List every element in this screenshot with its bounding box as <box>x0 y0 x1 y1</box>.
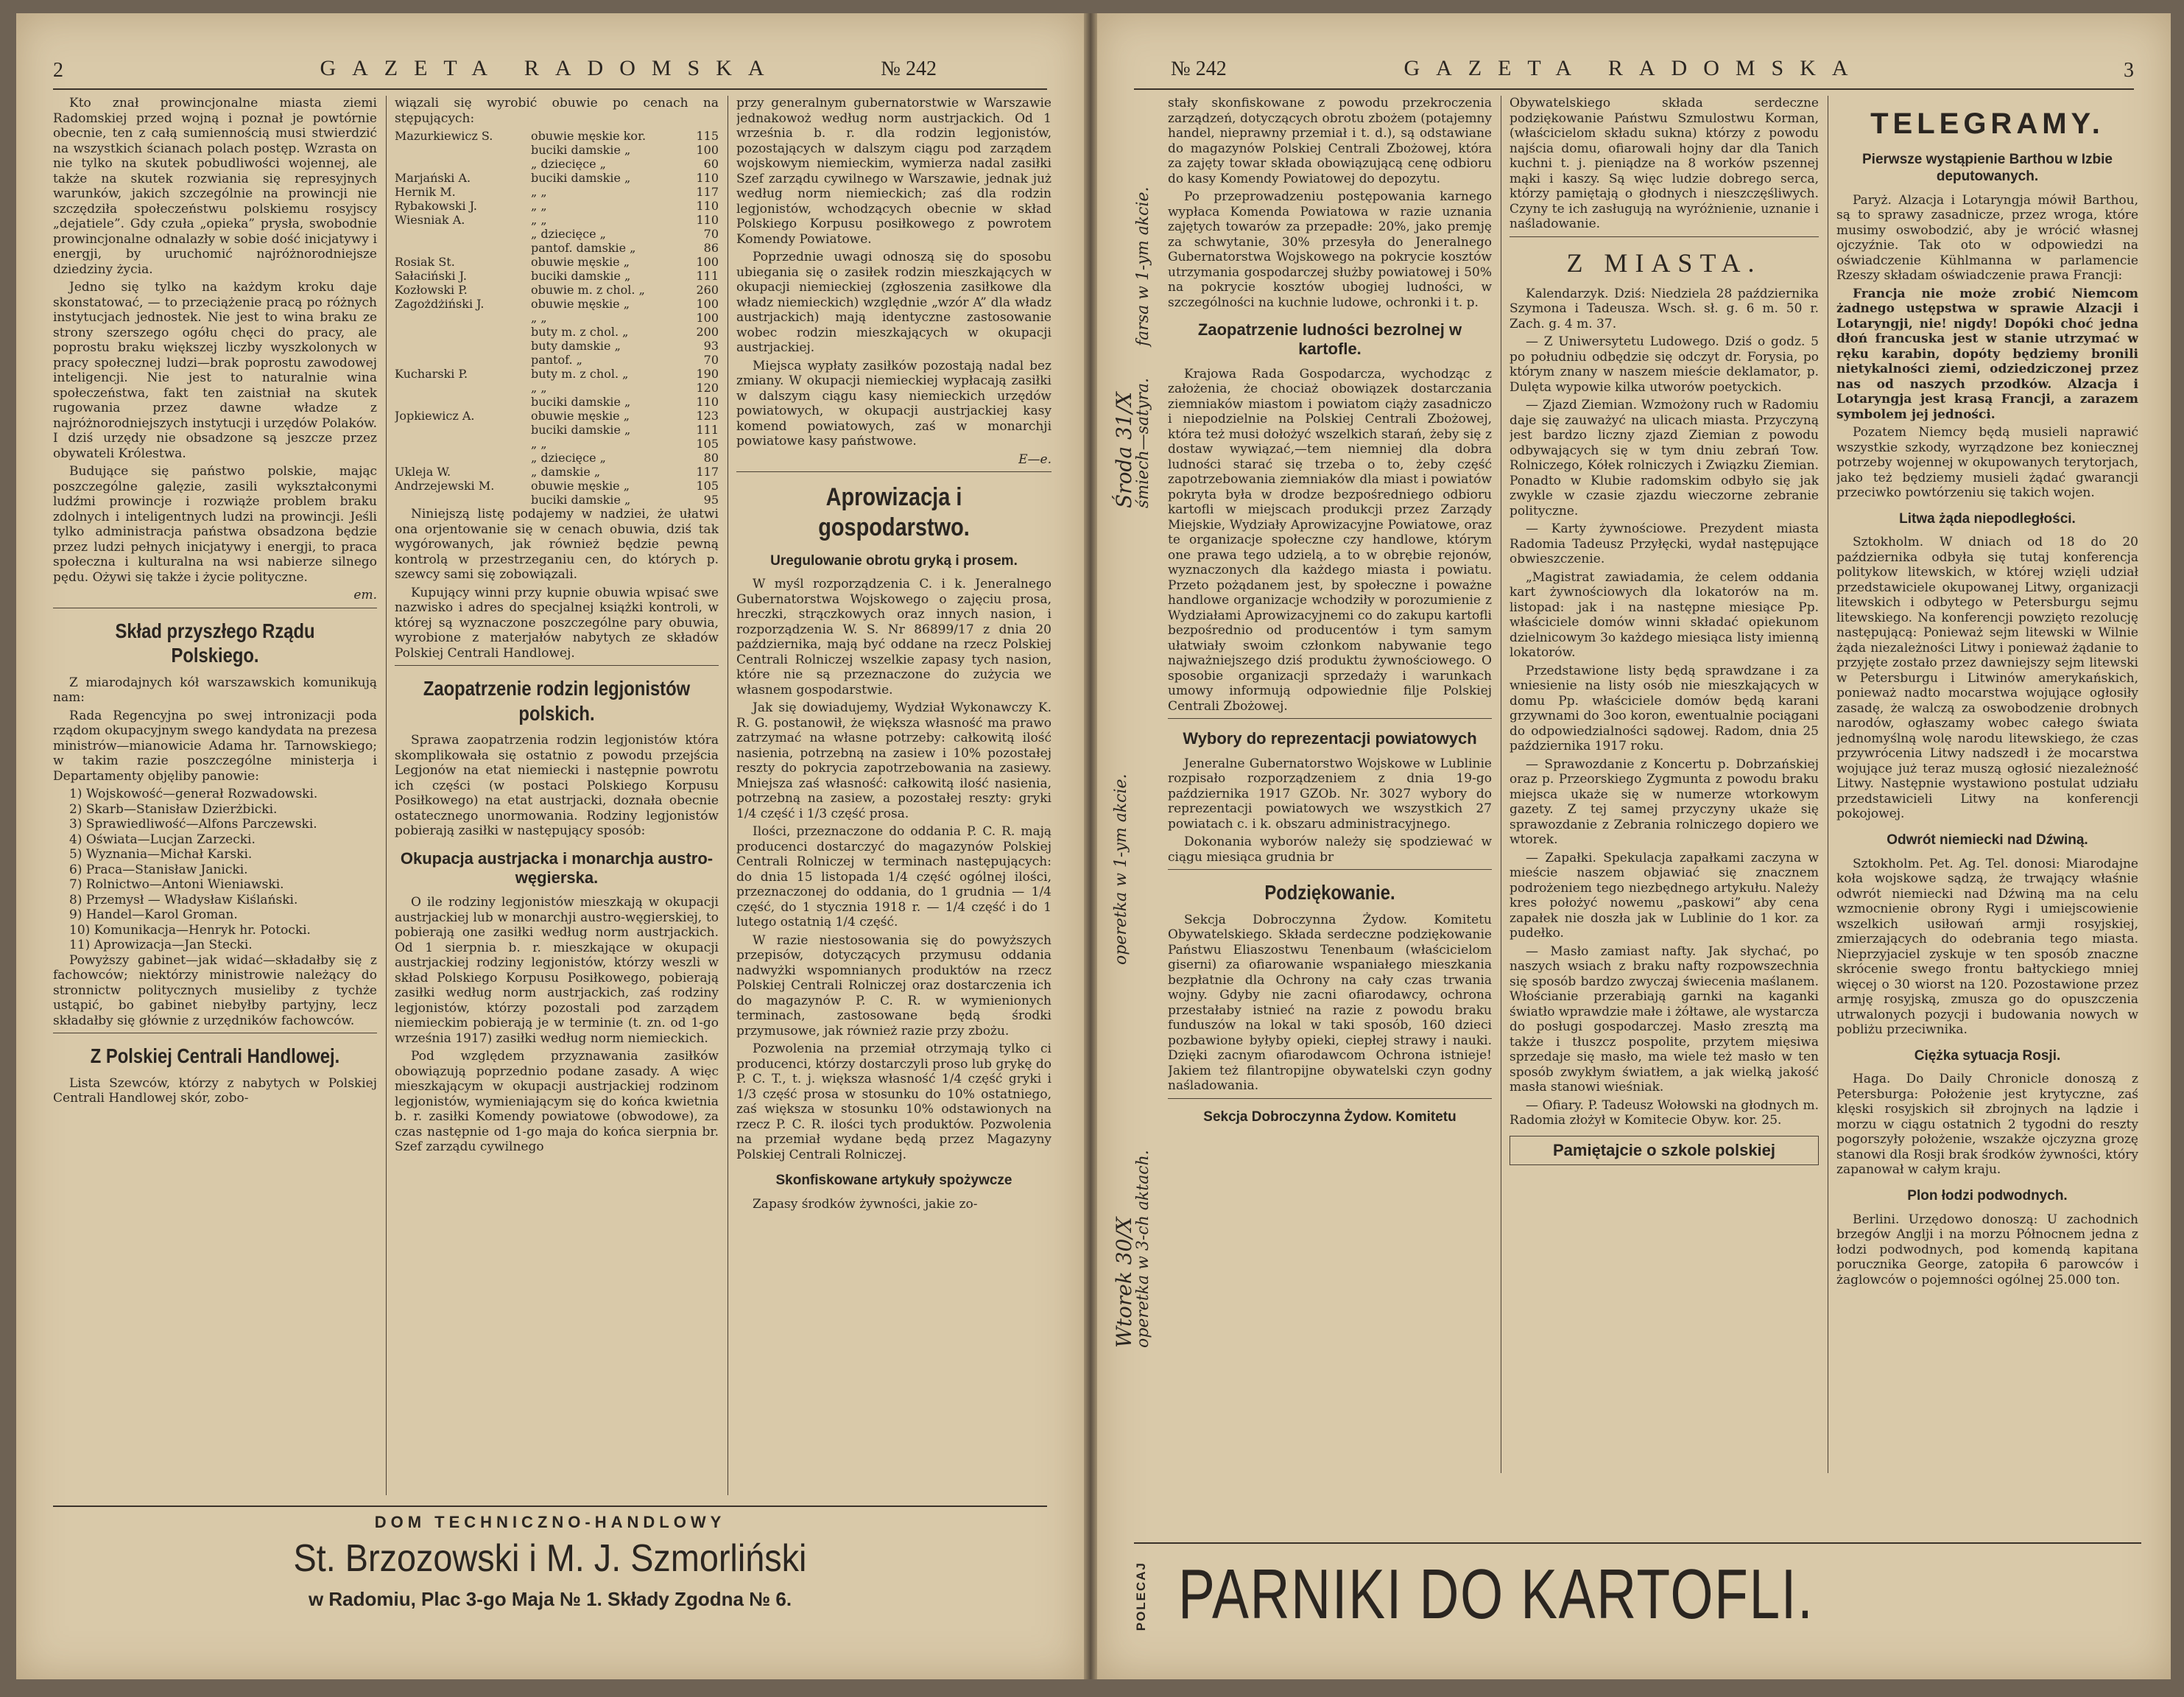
strip-text: śmiech—satyra. <box>1134 378 1152 508</box>
headline: Odwrót niemiecki nad Dźwiną. <box>1887 832 2088 848</box>
table-row <box>395 493 719 507</box>
news-item: — Z Uniwersytetu Ludowego. Dziś o godz. 5 po południu odbędzie się odczyt dr. Forysia, po którym znany w naszem mieście deklamator, p. Dulęta wypowie kilka utworów poetyckich. <box>1510 334 1819 395</box>
table-cell-name <box>395 353 531 367</box>
table-cell-price: 105 <box>696 437 719 451</box>
paragraph: W razie niestosowania się do powyższych przepisów, dotyczących przymusu oddania nadwyżki wspomnianych produktów na rzecz Polskiej Centrali Rolniczej oraz dostarczenia ich do magazynów P. C. R. w wymienionych terminach, zastosowane będą środki przymusowe, jak również razie przy zbożu. <box>736 932 1052 1039</box>
paragraph: Obywatelskiego składa serdeczne podziękowanie Państwu Szmulostwu Korman, (właścicielom składu sukna) którzy z powodu najściа domu, ofiarowali hojny dar dla Tanich kuchni t. j. pieniądze na 8 worków pszennej mąki i kaszy. Są więc ludzie dobrego serca, którzy pamiętają o głodnych i nieszczęśliwych. Czyny te ich zasługują na wyróżnienie, uznanie i naśladowanie. <box>1510 96 1819 231</box>
ad-line: DOM TECHNICZNO-HANDLOWY <box>374 1513 726 1531</box>
table-row <box>395 283 719 297</box>
table-cell-price: 120 <box>696 381 719 395</box>
paragraph: Niniejszą listę podajemy w nadziei, że ułatwi ona orjentowanie się w cenach obuwia, dziś tak wygórowanych, jak również będzie pewną kontrolą w przestrzeganiu cen, do których p. szewcy sami się zobowiązali. <box>395 507 719 582</box>
table-cell-item: „ dziecięce „ <box>530 451 606 465</box>
divider <box>1168 869 1492 870</box>
paragraph: Sztokholm. Pet. Ag. Tel. donosi: Miarodajne koła wojskowe sądzą, że trwający właśnie odwrót niemiecki nad Dźwiną ma na celu wzmocnienie obrony Rygi i umiejscowienie wszelkich usiłowań armji rosyjskiej, zmierzających do odebrania tego miasta. Nieprzyjaciel zyskuje w ten sposób znaczne skrócenie swego frontu bałtyckiego mniej więcej o 30 wiorst na 120. Pozostawione przez armję rosyjską, zmusza go do opuszczenia utrwalonych pozycji i budowania nowych w pobliżu przeciwnika. <box>1836 856 2138 1038</box>
list-item: 6) Praca—Stanisław Janicki. <box>69 862 248 877</box>
paragraph: przy generalnym gubernatorstwie w Warszawie jednakowoż według norm austrjackich. Od 1 września b. r. dla rodzin legjonistów, pozostających w dalszym ciągu pod zarządem wojskowym niemieckim, wymierza nadal zasiłki Szef zarządu cywilnego w Warszawie, jednak już według norm niemieckich; zaś dla rodzin legjonistów, wchodzących obecnie w skład Polskiego Korpusu posiłkowego z powrotem Komendy Powiatowe. <box>736 96 1052 247</box>
list-item: 7) Rolnictwo—Antoni Wieniawski. <box>69 877 284 893</box>
table-cell-name: Sałaciński J. <box>395 269 467 283</box>
left-page-header <box>53 52 1047 90</box>
paragraph: Kto znał prowincjonalne miasta ziemi Radomskiej przed wojną i poznał je powtórnie obecnie, ten z całą sumiennością musi stwierdzić na wszystkich ścianach polach postęp. Wzrasta on nie tylko na skutek pobudliwości wojennej, ale także na skutek rozwiania się represyjnych warunków, jakich szczególnie na prowincji nie szczędziła społeczeństwu polskiemu rosyjscy „dejatiele”. Gdy czuła „opieka” prysła, swobodnie prowincjonalne odnalazły w sobie dość inicjatywy i energji, by uruchomić najróżnorodniejsze dziedziny życia. <box>53 96 377 277</box>
ad-address: w Radomiu, Plac 3-go Maja № 1. Składy Zgodna № 6. <box>308 1588 792 1610</box>
paragraph: Berlini. Urzędowo donoszą: U zachodnich brzegów Anglji i na morzu Północnem jedna z łodzi podwodnych, pod komendą kapitana porucznika George, zatopiła 6 parowców i żaglowców o pojemności ogólnej 25.000 ton. <box>1836 1212 2138 1287</box>
table-cell-price: 105 <box>696 479 719 493</box>
table-row <box>395 129 719 143</box>
section-title: Z MIASTA. <box>1566 247 1762 278</box>
table-cell-name <box>395 157 531 171</box>
right-col-1 <box>1168 96 1492 1473</box>
paragraph: Kupujący winni przy kupnie obuwia wpisać swe nazwisko i adres do specjalnej książki kontroli, w której są wyznaczone poszczególne pary obuwia, wyrobione z materjałów nabytych ze składów Polskiej Centrali Handlowej. <box>395 585 719 661</box>
ad-polecaj: POLECAJ <box>1134 1561 1148 1631</box>
table-cell-item: buciki damskie „ <box>530 395 631 409</box>
table-row <box>395 423 719 437</box>
table-cell-price: 86 <box>703 241 719 255</box>
table-cell-name <box>395 241 531 255</box>
news-item: — Zapałki. Spekulacja zapałkami zaczyna w mieście naszem objawiać się znacznem podrożeniem tego niezbędnego artykułu. Należy kres położyć nowemu „paskowi” aby cena zapałek nie doszła jak w Lublinie do 1 kor. za pudełko. <box>1510 850 1819 941</box>
table-cell-item: buciki damskie „ <box>530 269 631 283</box>
paragraph: Powyższy gabinet—jak widać—składałby się z fachowców; niektórzy ministrowie należący do stronnictw politycznych musieliby z tychże ustąpić, bo gabinet niebyłby partyjny, lecz składałby się głównie z urzędników fachowców. <box>53 952 377 1028</box>
paragraph: Po przeprowadzeniu postępowania karnego wypłaca Komenda Powiatowa w razie uznania zajętych towarów za przepadłe: 20%, jako premję za schwytanie, 30% przesyła do Jeneralnego Gubernatorstwa Wojskowego na pokrycie kosztów utrzymania gospodarczej służby powiatowej i 50% na pokrycie kosztów ubogiej ludności, w szczególności na kuchnie ludowe, ochronki i t. p. <box>1168 189 1492 310</box>
table-row <box>395 157 719 171</box>
divider <box>1168 718 1492 719</box>
table-cell-price: 95 <box>703 493 719 507</box>
headline: Podziękowanie. <box>1264 881 1395 904</box>
page-number: 2 <box>53 59 63 82</box>
paragraph: Budujące się państwo polskie, mając poszczególne galęzie, zasili wykształconymi ludźmi prowincje i rozwiąże problem braku zdolnych i inteligentnych ludzi na prowincji. Jeśli tylko administracja państwa obsadzona będzie przez ludzi pełnych inicjatywy i energji, to praca społeczna i kulturalna na wsi nabierze silnego pędu. Ożywi się także i życie polityczne. <box>53 464 377 585</box>
table-cell-price: 100 <box>696 255 719 269</box>
advertisement <box>53 1505 1047 1654</box>
table-cell-name <box>395 311 531 325</box>
table-cell-item: „ „ <box>530 199 547 213</box>
headline: Skład przyszłego Rządu Polskiego. <box>115 619 315 667</box>
list-item: 9) Handel—Karol Groman. <box>69 907 238 923</box>
section-title: TELEGRAMY. <box>1870 108 2104 140</box>
paragraph: Sztokholm. W dniach od 18 do 20 października odbyła się tutaj konferencja politykow litewskich, w której wzięli udział przedstawiciele okupowanej Litwy, organizacji litewskich i odbytego w Petersburgu sejmu litewskiego. Na konferencji powzięto rezolucję następującą: Ponieważ sejm litewski w Wilnie żąda niezależności Litwy i ponieważ żądanie to przyjęte zostało przez dawniejszy sejm litewski w Petersburgu i Litwinów amerykańskich, ponieważ nadto mocarstwa wojujące ogłosiły zasadę, że walczą za oswobodzenie drobnych narodów, ogłaszamy wobec całego świata jednomyślną wolę narodu litewskiego, że czas przywrócenia Litwy nadszedł i że mocarstwa wojujące już teraz muszą ogłosić niezależność Litwy. Następnie wystawiono postulat udziału przedstawicieli Litwy na konferencji pokojowej. <box>1836 535 2138 822</box>
headline: Zaopatrzenie rodzin legjonistów polskich. <box>423 677 691 725</box>
table-cell-price: 100 <box>696 143 719 157</box>
paragraph: Sprawa zaopatrzenia rodzin legjonistów która skomplikowała się ostatnio z powodu przejścia Legjonów na etat niemiecki i następnie powrotu ich części (w postaci Polskiego Korpusu Posiłkowego) na etat austrjacki, doznała obecnie ostatecznego unormowania. Rodziny legjonistów pobierają zasiłki w następujący sposób: <box>395 733 719 839</box>
table-cell-price: 117 <box>696 185 719 199</box>
ministers-list <box>53 787 377 953</box>
table-cell-item: pantof. „ <box>530 353 582 367</box>
table-cell-price: 110 <box>696 171 719 185</box>
table-row <box>395 353 719 367</box>
news-item: „Magistrat zawiadamia, że celem oddania kart żywnościowych dla lokatorów na m. listopad: jak i na następne miesiące Pp. właściciele domów winni składać opiekunom dzielnicowym 3o każdego miesiąca listy imienną lokatorów. <box>1510 569 1819 661</box>
table-cell-price: 111 <box>696 423 719 437</box>
table-cell-price: 117 <box>696 465 719 479</box>
table-cell-name <box>395 451 531 465</box>
strip-text: farsa w 1-ym akcie. <box>1134 186 1152 346</box>
table-cell-name <box>395 437 531 451</box>
news-item: — Ofiary. P. Tadeusz Wołowski na głodnych m. Radomia złożył w Komitecie Obyw. kor. 25. <box>1510 1097 1819 1128</box>
headline: Wybory do reprezentacji powiatowych <box>1183 729 1477 748</box>
table-cell-price: 110 <box>696 395 719 409</box>
paragraph: Zapasy środków żywności, jakie zo- <box>753 1197 978 1212</box>
divider <box>395 665 719 666</box>
table-cell-name: Ukleja W. <box>395 465 451 479</box>
issue-number: № 242 <box>881 57 937 80</box>
paragraph: O ile rodziny legjonistów mieszkają w okupacji austrjackiej lub w monarchji austro-węgierskiej, to pobierają one zasiłki według norm austrjackich. Od 1 sierpnia b. r. mieszkające w okupacji austrjackiej rodziny legjonistów, którzy weszli w skład Polskiego Korpusu Posiłkowego, pobierają zasiłki według norm austrjackich, zaś rodziny legjonistów, którzy pozostali pod zarządem niemieckim pobierają je w terminie (t. zn. od 1-go września 1917) zasiłki według norm niemieckich. <box>395 895 719 1046</box>
paragraph: Jak się dowiadujemy, Wydział Wykonawczy K. R. G. postanowił, że większa własność ma prawo zatrzymać na własne potrzeby: całkowitą ilość nasienia, potrzebną na zasiew i 10% pozostałej reszty do pokrycia zapotrzebowania na zasiewy. Mniejsza zaś własność: całkowitą ilość nasienia, potrzebną na zasiew, a pozostałej reszty: gryki 1/4 część i 1/3 część prosa. <box>736 700 1052 821</box>
paragraph: Pozwolenia na przemiał otrzymają tylko ci producenci, którzy dostarczyli proso lub grykę do P. C. T., t. j. większa własność 1/4 część gryki i 1/3 część prosa w stosunku do 10% ostatniego, zaś większa w stosunku 10% odstawionych na rzecz P. C. R. ilości tych produktów. Pozwolenia na przemiał wydane będą przez Magazyny Polskiej Centrali Rolniczej. <box>736 1041 1052 1162</box>
left-col-2 <box>395 96 719 1495</box>
paragraph: Krajowa Rada Gospodarcza, wychodząc z założenia, że chociaż obowiązek dostarczania ziemniaków miastom i powiatom ciąży zasadniczo i niepodzielnie na Polskiej Centrali Zbożowej, która też musi dołożyć wszelkich starań, żeby się z dostaw wywiązać,—tem niemniej dla dobra ludności starać się trzeba o to, żeby część zapotrzebowania ziemniaków dla miast i powiatów pokryta była w drodze bezpośredniego odbioru kartofli w miejscach produkcji przez Zarządy Miejskie, Wydziały Aprowizacyjne Powiatowe, oraz te organizacje społeczne czy handlowe, którym one prawa tego udzielą, a to w obrębie rejonów, wyznaczonych dla każdego miasta i powiatu. Przeto pożądanem jest, by społeczne i poważne handlowe organizacje wchodziły w porozumienie z Wydziałami Aprowizacyjnemi co do zakupu kartofli bezpośrednio od producentów i tym samym ułatwiały swoim członkom nabywanie tego najważniejszego dziś produktu żywnościowego. O sposobie organizacji sprzedaży i warunkach umowy informują odpowiednie filje Polskiej Centrali Zbożowej. <box>1168 366 1492 714</box>
table-row <box>395 479 719 493</box>
table-cell-price: 93 <box>703 339 719 353</box>
paragraph: Z miarodajnych kół warszawskich komunikują nam: <box>53 675 377 706</box>
headline: Plon łodzi podwodnych. <box>1907 1187 2068 1204</box>
page-number: 3 <box>2124 59 2134 82</box>
right-page <box>1097 13 2171 1679</box>
table-cell-item: obuwie m. z chol. „ <box>530 283 645 297</box>
table-cell-name: Wiesniak A. <box>395 213 465 227</box>
table-cell-item: buciki damskie „ <box>530 143 631 157</box>
paragraph: Francja nie może zrobić Niemcom żadnego ustępstwa w sprawie Alzacji i Lotaryngji, nie! nigdy! Dopóki choć jedna dłoń francuska jest w stanie utrzymać w ręku karabin, dopóty będziemy bronili nietykalności ziemi, odziedziczonej przez nas od naszych przodków. Alzacja i Lotaryngja jest krasą Francji, a zarazem symbolem jej jedności. <box>1836 286 2138 422</box>
list-item: 2) Skarb—Stanisław Dzierżbicki. <box>69 801 278 817</box>
table-cell-name: Rosiak St. <box>395 255 455 269</box>
news-item: — Sprawozdanie z Koncertu p. Dobrzańskiej oraz p. Przeorskiego Zygmunta z powodu braku miejsca ukaże się w numerze wtorkowym gazety. Z tej samej przyczyny ukaże się sprawozdanie z Zebrania rolniczego dopiero we wtorek. <box>1510 756 1819 848</box>
news-item: — Karty żywnościowe. Prezydent miasta Radomia Tadeusz Przyłęcki, wydał następujące obwieszczenie. <box>1510 521 1819 567</box>
paragraph: Jeneralne Gubernatorstwo Wojskowe w Lublinie rozpisało rozporządzeniem z dnia 19-go października 1917 GZOb. Nr. 3027 wybory do reprezentacji powiatowych we wszystkich 27 powiatach c. i k. obszaru administracyjnego. <box>1168 756 1492 832</box>
table-cell-price: 190 <box>696 367 719 381</box>
table-cell-item: obuwie męskie „ <box>530 479 630 493</box>
paragraph: Pod względem przyznawania zasiłków obowiązują poprzednio podane zasady. A więc mieszkającym w okupacji austrjackiej rodzinom legjonistów, wymieniającym się do końca kwietnia b. r. zasiłki Komendy powiatowe (obwodowe), za czas następnie od 1-go maja do końca sierpnia br. Szef zarządu cywilnego <box>395 1049 719 1155</box>
table-cell-item: „ dziecięce „ <box>530 227 606 241</box>
list-item: 4) Oświata—Lucjan Zarzecki. <box>69 832 256 847</box>
table-cell-item: buciki damskie „ <box>530 493 631 507</box>
strip-text: Wtorek 30/X <box>1112 1217 1136 1348</box>
signature: E—e. <box>1018 452 1052 467</box>
subheadline: Uregulowanie obrotu gryką i prosem. <box>770 552 1018 569</box>
list-item: 5) Wyznania—Michał Karski. <box>69 847 253 862</box>
list-item: 8) Przemysł — Władysław Kiślański. <box>69 892 298 907</box>
news-item: — Masło zamiast nafty. Jak słychać, po naszych wsiach z braku nafty rozpowszechnia się sposób bardzo zwyczaj świecenia maślanem. Włościanie przerabiają garnki na kaganki światło wprawdzie małe i żółtawe, ale wystarcza do posługi gospodarczej. Masło zresztą ma także i tłuszcz pospolite, przytem mięsiwa sprzedaje się masło, ma wiele też masło w ten sposób zwykłym światłem, a jak wielką jakość masła stanowi wieśniak. <box>1510 944 1819 1095</box>
divider <box>1510 236 1819 237</box>
table-row <box>395 199 719 213</box>
paragraph: Poprzednie uwagi odnoszą się do sposobu ubiegania się o zasiłek rodzin mieszkających w okupacji niemieckiej (zgłoszenia zasiłkowe dla władz niemieckich) względnie „wzór A” dla władz austrjackich) mają identyczne zastosowanie wobec rodzin mieszkających w okupacji austrjackiej. <box>736 250 1052 355</box>
table-row <box>395 227 719 241</box>
table-row <box>395 241 719 255</box>
calendar: Kalendarzyk. Dziś: Niedziela 28 października Szymona i Tadeusza. Wsch. sł. g. 6 m. 50 r. Zach. g. 4 m. 37. <box>1510 286 1819 331</box>
right-col-3 <box>1836 96 2138 1473</box>
subheadline: Skonfiskowane artykuły spożywcze <box>775 1173 1012 1189</box>
paragraph: Jedno się tylko na każdym kroku daje skonstatować, — to przeciążenie pracą po różnych instytucjach jednostek. Nie jest to wina braku ze strony szerszego ogółu chęci do pracy, ale poprostu braku większej liczby wyszkolonych w pracy społecznej ludzi—brak poprostu zawodowej inteligencji. Nie jest to naturalnie wina społeczeństwa, fakt ten zaistniał na skutek rugowania przez dawne władze z najróżnorodniejszych instytucji i urzędów Polaków. I dziś urzędy nie obsadzone są jeszcze przez obywateli Królestwa. <box>53 280 377 461</box>
ad-headline: PARNIKI DO KARTOFLI. <box>1178 1555 1814 1634</box>
signature: em. <box>353 588 377 602</box>
table-row <box>395 311 719 325</box>
table-cell-name: Rybakowski J. <box>395 199 477 213</box>
table-row <box>395 255 719 269</box>
table-cell-name: Zagożdżiński J. <box>395 297 485 311</box>
page-gutter <box>1084 13 1097 1679</box>
paragraph: Haga. Do Daily Chronicle donoszą z Petersburga: Położenie jest krytyczne, zaś klęski rosyjskich sił zbrojnych na lądzie i morzu w ciągu ostatnich 2 tygodni do reszty pogorszyły położenie, wszakże ojczyzna grozę stanowi dla Rosji brak środków żywności, który zapanował w całym kraju. <box>1836 1072 2138 1178</box>
divider <box>1168 1098 1492 1099</box>
table-cell-item: „ „ <box>530 437 547 451</box>
headline: Zaopatrzenie ludności bezrolnej w kartofle. <box>1197 320 1462 359</box>
table-cell-name: Mazurkiewicz S. <box>395 129 493 143</box>
table-cell-name: Jopkiewicz A. <box>395 409 475 423</box>
table-row <box>395 297 719 311</box>
news-item: Przedstawione listy będą sprawdzane i za wniesienie na listy osób nie mieszkających w domu Pp. właściciele domów będą karani grzywnami do 3oo koron, ewentualnie pociągani do odpowiedzialności sądowej. Radom, dnia 25 października 1917 roku. <box>1510 663 1819 754</box>
table-row <box>395 269 719 283</box>
subheadline: Okupacja austrjacka i monarchja austro-węgierska. <box>400 848 714 888</box>
right-col-2 <box>1510 96 1819 1473</box>
table-cell-item: obuwie męskie kor. <box>530 129 647 143</box>
table-cell-price: 100 <box>696 311 719 325</box>
headline: Z Polskiej Centrali Handlowej. <box>90 1044 340 1068</box>
table-row <box>395 171 719 185</box>
paragraph: Lista Szewców, którzy z nabytych w Polskiej Centrali Handlowej skór, zobo- <box>53 1075 377 1106</box>
divider <box>736 471 1052 472</box>
table-cell-item: buty m. z chol. „ <box>530 367 629 381</box>
headline: Aprowizacja i gospodarstwo. <box>818 483 970 541</box>
table-cell-price: 100 <box>696 297 719 311</box>
table-row <box>395 367 719 381</box>
ad-company: St. Brzozowski i M. J. Szmorliński <box>293 1537 807 1580</box>
table-row <box>395 395 719 409</box>
strip-text: Środa 31/X <box>1112 392 1136 508</box>
table-row <box>395 451 719 465</box>
table-cell-name: Hernik M. <box>395 185 456 199</box>
column-rule <box>386 96 387 1495</box>
table-cell-price: 110 <box>696 213 719 227</box>
paragraph: Rada Regencyjna po swej intronizacji poda rządom okupacyjnym swego kandydata na prezesa ministrów—mianowicie Adama hr. Tarnowskiego; w takim razie poszczególne ministerja i Departamenty objęliby panowie: <box>53 708 377 784</box>
right-page-header <box>1134 52 2134 90</box>
table-row <box>395 409 719 423</box>
table-cell-item: buty m. z chol. „ <box>530 325 629 339</box>
table-cell-item: „ dziecięce „ <box>530 157 606 171</box>
headline: Litwa żąda niepodległości. <box>1899 510 2076 527</box>
paragraph: Miejsca wypłaty zasiłków pozostają nadal bez zmiany. W okupacji niemieckiej wypłacają zasiłki w dalszym ciągu kasy niemieckich urzędów powiatowych, w okupacji austrjackiej kasy komend powiatowych, zaś w monarchji powiatowe kasy państwowe. <box>736 358 1052 449</box>
paragraph: Pozatem Niemcy będą musieli naprawić wszystkie szkody, wyrządzone bez koniecznej potrzeby wojennej w okupowanych terytorjach, jako też będziemy musieli żądać gwarancji przeciwko powtórzeniu się takich wojen. <box>1836 425 2138 501</box>
list-item: 10) Komunikacja—Henryk hr. Potocki. <box>69 922 311 938</box>
theatre-strip <box>1097 96 1163 1539</box>
table-cell-name <box>395 423 531 437</box>
table-cell-price: 200 <box>696 325 719 339</box>
table-cell-item: „ „ <box>530 185 547 199</box>
table-cell-price: 110 <box>696 199 719 213</box>
issue-number: № 242 <box>1171 57 1227 80</box>
table-row <box>395 325 719 339</box>
table-cell-item: obuwie męskie „ <box>530 409 630 423</box>
headline: Pierwsze wystąpienie Barthou w Izbie deputowanych. <box>1862 152 2113 184</box>
table-cell-price: 80 <box>703 451 719 465</box>
table-cell-item: „ „ <box>530 381 547 395</box>
list-item: 3) Sprawiedliwość—Alfons Parczewski. <box>69 817 317 832</box>
table-cell-price: 260 <box>696 283 719 297</box>
table-cell-item: „ „ <box>530 213 547 227</box>
table-cell-name <box>395 325 531 339</box>
strip-text: operetka w 1-ym akcie. <box>1112 773 1130 965</box>
left-col-1 <box>53 96 377 1495</box>
table-cell-name: Kucharski P. <box>395 367 468 381</box>
paragraph: wiązali się wyrobić obuwie po cenach na stępujących: <box>395 96 719 126</box>
paragraph: Dokonania wyborów należy się spodziewać w ciągu miesiąca grudnia br <box>1168 835 1492 865</box>
table-cell-price: 115 <box>696 129 719 143</box>
table-cell-name <box>395 143 531 157</box>
table-cell-item: buciki damskie „ <box>530 423 631 437</box>
table-cell-name: Kozłowski P. <box>395 283 468 297</box>
masthead: GAZETA RADOMSKA <box>320 56 781 80</box>
news-item: — Zjazd Ziemian. Wzmożony ruch w Radomiu daje się zauważyć na ulicach miasta. Przyczyną jest bardzo liczny zjazd Ziemian z powodu odbywających się w tym dniu zebrań Tow. Rolniczego, Kółek rolniczych i Związku Ziemian. Ponadto w Klubie radomskim odbyło się jak zwykle w czasie zjazdu wieczorne zebranie polityczne. <box>1510 398 1819 519</box>
table-cell-item: pantof. damskie „ <box>530 241 636 255</box>
table-cell-price: 70 <box>703 227 719 241</box>
table-cell-item: obuwie męskie „ <box>530 255 630 269</box>
signature: Sekcja Dobroczynna Żydow. Komitetu <box>1203 1109 1456 1125</box>
table-cell-name <box>395 381 531 395</box>
table-cell-price: 60 <box>703 157 719 171</box>
advertisement <box>1134 1542 2141 1654</box>
table-cell-item: obuwie męskie „ <box>530 297 630 311</box>
shoemakers-table <box>395 129 719 507</box>
table-row <box>395 143 719 157</box>
notice-box: Pamiętajcie o szkole polskiej <box>1510 1136 1819 1165</box>
masthead: GAZETA RADOMSKA <box>1403 56 1864 80</box>
table-cell-item: buty damskie „ <box>530 339 621 353</box>
table-row <box>395 185 719 199</box>
table-cell-price: 70 <box>703 353 719 367</box>
table-row <box>395 437 719 451</box>
paragraph: Ilości, przeznaczone do oddania P. C. R. mają producenci dostarczyć do magazynów Polskiej Centrali Rolniczej w terminach następujących: do dnia 15 listopada 1/4 część ogólnej ilości, przeznaczonej do oddania, do 1 grudnia — 1/4 część, do 1 stycznia 1918 r. — 1/4 część i do 1 lutego ostatnią 1/4 część. <box>736 824 1052 930</box>
strip-text: operetka w 3-ch aktach. <box>1134 1150 1152 1348</box>
table-cell-name <box>395 339 531 353</box>
table-row <box>395 213 719 227</box>
table-row <box>395 339 719 353</box>
paragraph: Paryż. Alzacja i Lotaryngja mówił Barthou, są to sprawy zasadnicze, przez wroga, które musimy oswobodzić, aby je wrócić własnej ojczyźnie. Tak oto w odpowiedzi na oświadczenie Kühlmanna w parlamencie Rzeszy składam oświadczenie prawa Francji: <box>1836 192 2138 284</box>
paragraph: stały skonfiskowane z powodu przekroczenia zarządzeń, dotyczących obrotu zbożem (potajemny handel, nieprawny przemiał i t. d.), są odstawiane do magazynów Polskiej Centrali Zbożowej, która za zajęty towar składa obowiązującą cenę odbioru do kasy Komendy Powiatowej do depozytu. <box>1168 96 1492 186</box>
table-cell-price: 111 <box>696 269 719 283</box>
list-item: 11) Aprowizacja—Jan Stecki. <box>69 938 253 953</box>
table-row <box>395 465 719 479</box>
paragraph: Sekcja Dobroczynna Żydow. Komitetu Obywatelskiego. Składa serdeczne podziękowanie Państwu Eliaszostwu Tenenbaum (właścicielom giserni) za ofiarowanie wspaniałego mieszkania bezpłatnie dla Ochrony na cały czas trwania wojny. Gdyby nie zacni ofiarodawcy, ochrona przestałaby istnieć na razie z powodu braku funduszów na lokal w taki sposób, 160 dzieci pozbawione byłyby opieki, ciepłej strawy i nauki. Dzięki zacnym ofiarodawcom Ochrona istnieje! Jakiem też filantropijne obywatelski czyn godny naśladowania. <box>1168 912 1492 1094</box>
list-item: 1) Wojskowość—generał Rozwadowski. <box>69 787 318 802</box>
table-cell-name <box>395 493 531 507</box>
table-cell-name: Marjański A. <box>395 171 471 185</box>
headline: Ciężka sytuacja Rosji. <box>1914 1047 2061 1064</box>
table-cell-price: 123 <box>696 409 719 423</box>
table-cell-item: buciki damskie „ <box>530 171 631 185</box>
paragraph: W myśl rozporządzenia C. i k. Jeneralnego Gubernatorstwa Wojskowego o zajęciu prosa, hreczki, strączkowych oraz innych nasion, i rozporządzenia W. S. Nr 86899/17 z dnia 20 października, mają być oddane na rzecz Polskiej Centrali Rolniczej wszelkie zapasy tych nasion, które nie są przeznaczone do zużycia we własnem gospodarstwie. <box>736 577 1052 698</box>
table-cell-name <box>395 395 531 409</box>
table-cell-name <box>395 227 531 241</box>
table-cell-item: „ „ <box>530 311 547 325</box>
left-page <box>16 13 1084 1679</box>
left-col-3 <box>736 96 1052 1495</box>
table-cell-name: Andrzejewski M. <box>395 479 495 493</box>
table-cell-item: „ damskie „ <box>530 465 601 479</box>
table-row <box>395 381 719 395</box>
